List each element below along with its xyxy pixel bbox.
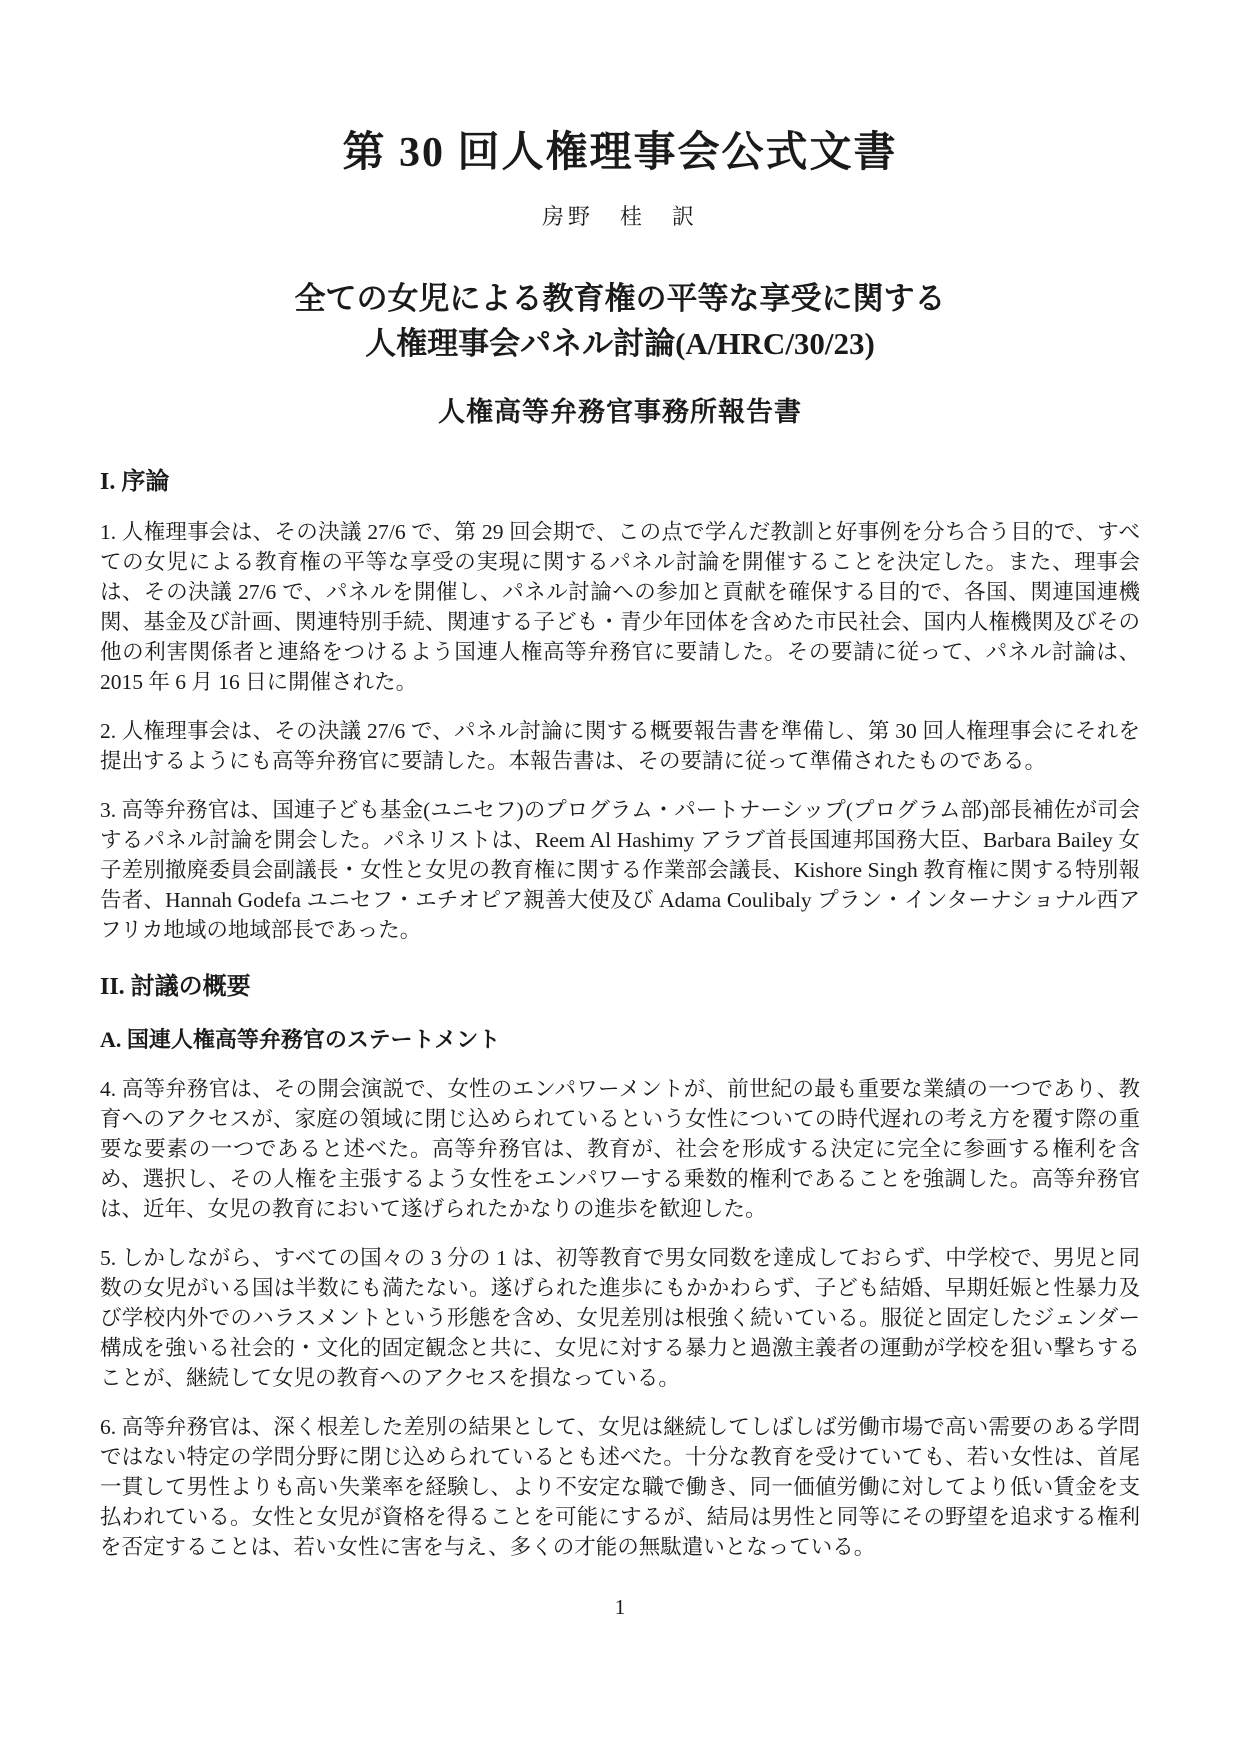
document-subtitle xyxy=(100,276,1140,366)
subtitle-line-1: 全ての女児による教育権の平等な享受に関する xyxy=(294,281,946,316)
translator-line: 房野 桂 訳 xyxy=(541,204,698,229)
page-number: 1 xyxy=(614,1595,626,1619)
paragraph-2: 2. 人権理事会は、その決議 27/6 で、パネル討論に関する概要報告書を準備し、第 30 回人権理事会にそれを提出するようにも高等弁務官に要請した。本報告書は、その要請に従って準備されたものである。 xyxy=(100,719,1140,773)
section-heading-discussion-summary: II. 討議の概要 xyxy=(100,974,251,1000)
document-title: 第 30 回人権理事会公式文書 xyxy=(342,130,898,176)
paragraph-1: 1. 人権理事会は、その決議 27/6 で、第 29 回会期で、この点で学んだ教訓と好事例を分ち合う目的で、すべての女児による教育権の平等な享受の実現に関するパネル討論を開催することを決定した。また、理事会は、その決議 27/6 で、パネルを開催し、パネル討論への参加と貢献を確保する目的で、各国、関連国連機関、基金及び計画、関連特別手続、関連する子ども・青少年団体を含めた市民社会、国内人権機関及びその他の利害関係者と連絡をつけるよう国連人権高等弁務官に要請した。その要請に従って、パネル討論は、2015 年 6 月 16 日に開催された。 xyxy=(100,520,1140,694)
subsection-heading-high-commissioner-statement: A. 国連人権高等弁務官のステートメント xyxy=(100,1027,501,1052)
paragraph-4: 4. 高等弁務官は、その開会演説で、女性のエンパワーメントが、前世紀の最も重要な業績の一つであり、教育へのアクセスが、家庭の領域に閉じ込められているという女性についての時代遅れの考え方を覆す際の重要な要素の一つであると述べた。高等弁務官は、教育が、社会を形成する決定に完全に参画する権利を含め、選択し、その人権を主張するよう女性をエンパワーする乗数的権利であることを強調した。高等弁務官は、近年、女児の教育において遂げられたかなりの進歩を歓迎した。 xyxy=(100,1077,1140,1221)
section-heading-introduction: I. 序論 xyxy=(100,469,170,495)
paragraph-6: 6. 高等弁務官は、深く根差した差別の結果として、女児は継続してしばしば労働市場で高い需要のある学問ではない特定の学問分野に閉じ込められているとも述べた。十分な教育を受けていても、若い女性は、首尾一貫して男性よりも高い失業率を経験し、より不安定な職で働き、同一価値労働に対してより低い賃金を支払われている。女性と女児が資格を得ることを可能にするが、結局は男性と同等にその野望を追求する権利を否定することは、若い女性に害を与え、多くの才能の無駄遣いとなっている。 xyxy=(100,1415,1140,1559)
document-content xyxy=(0,126,1240,1562)
paragraph-3: 3. 高等弁務官は、国連子ども基金(ユニセフ)のプログラム・パートナーシップ(プログラム部)部長補佐が司会するパネル討論を開会した。パネリストは、Reem Al Hashimy アラブ首長国連邦国務大臣、Barbara Bailey 女子差別撤廃委員会副議長・女性と女児の教育権に関する作業部会議長、Kishore Singh 教育権に関する特別報告者、Hannah Godefa ユニセフ・エチオピア親善大使及び Adama Coulibaly プラン・インターナショナル西アフリカ地域の地域部長であった。 xyxy=(100,798,1140,942)
paragraph-5: 5. しかしながら、すべての国々の 3 分の 1 は、初等教育で男女同数を達成しておらず、中学校で、男児と同数の女児がいる国は半数にも満たない。遂げられた進歩にもかかわらず、子ども結婚、早期妊娠と性暴力及び学校内外でのハラスメントという形態を含め、女児差別は根強く続いている。服従と固定したジェンダー構成を強いる社会的・文化的固定観念と共に、女児に対する暴力と過激主義者の運動が学校を狙い撃ちすることが、継続して女児の教育へのアクセスを損なっている。 xyxy=(100,1246,1140,1390)
report-office-line: 人権高等弁務官事務所報告書 xyxy=(438,397,802,427)
subtitle-line-2: 人権理事会パネル討論(A/HRC/30/23) xyxy=(365,326,875,361)
